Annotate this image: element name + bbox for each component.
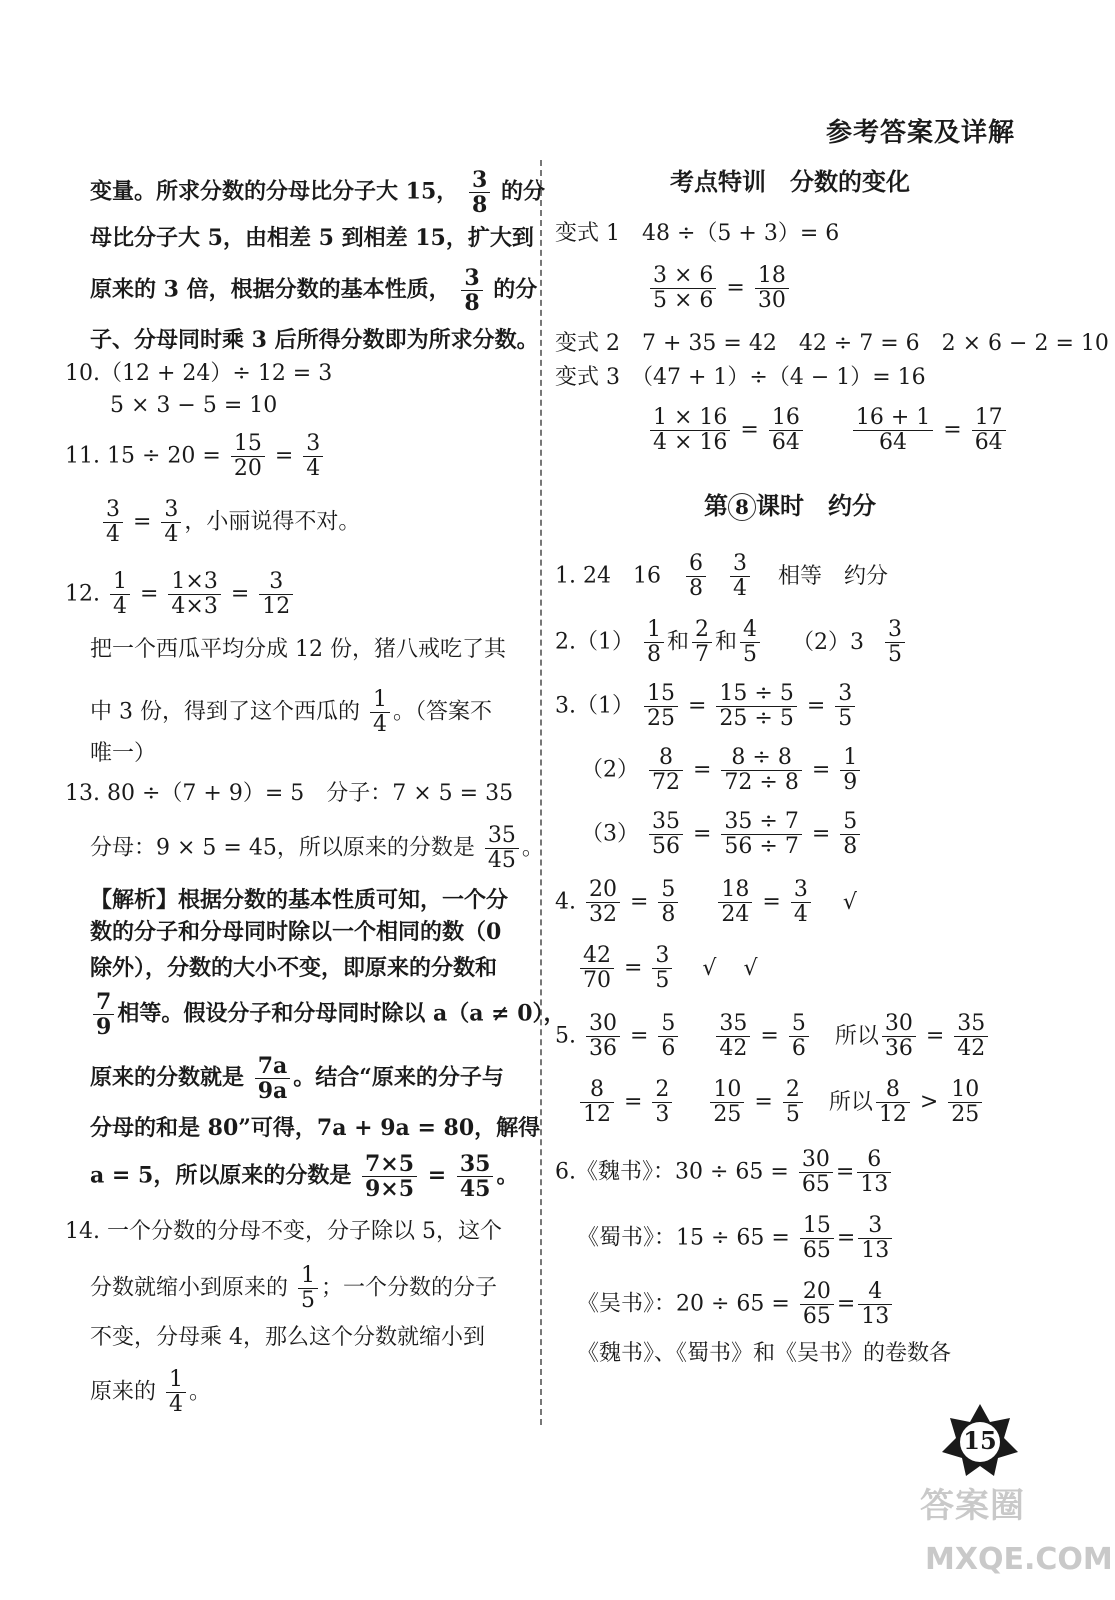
fraction: $\frac{1}{8}$ xyxy=(644,618,664,667)
variant-3-fractions: $\frac{1 \times 16}{4 \times 16}$ = $\frac{16}{64}$ $\frac{16 + 1}{64}$ = $\frac{17}{64}$ xyxy=(647,406,1009,455)
watermark-logo: 答案圈 xyxy=(920,1486,1025,1526)
answer-4b: $\frac{42}{70}$ = $\frac{3}{5}$ √ √ xyxy=(577,944,757,993)
fraction: $\frac{16 + 1}{64}$ xyxy=(853,406,933,455)
text: 的分 xyxy=(493,276,538,303)
answer-10b: 5 × 3 − 5 = 10 xyxy=(110,393,278,418)
fraction: $\frac{1}{4}$ xyxy=(166,1368,186,1417)
fraction: $\frac{15}{65}$ xyxy=(800,1214,834,1263)
fraction: $\frac{10}{25}$ xyxy=(710,1078,744,1127)
text: 的分 xyxy=(500,178,545,205)
analysis-line: 数的分子和分母同时除以一个相同的数（0 xyxy=(90,919,502,945)
variant-2: 变式 2 7 + 35 = 42 42 ÷ 7 = 6 2 × 6 − 2 = 10 xyxy=(555,331,1109,356)
answer-14b: 分数就缩小到原来的 $\frac{1}{5}$ ；一个分数的分子 xyxy=(90,1263,498,1314)
check-mark: √ xyxy=(743,955,758,981)
para-line: 母比分子大 5，由相差 5 到相差 15，扩大到 xyxy=(90,225,534,251)
fraction: $\frac{3}{4}$ xyxy=(730,552,750,601)
answer-6c: 《吴书》：20 ÷ 65 = $\frac{20}{65}$ = $\frac{4}{13}$ xyxy=(577,1280,895,1329)
answer-14a: 14. 一个分数的分母不变，分子除以 5，这个 xyxy=(65,1219,502,1244)
answer-3-2: （2） $\frac{8}{72}$ = $\frac{8 \div 8}{72 \div 8}$ = $\frac{1}{9}$ xyxy=(581,746,863,795)
answer-6b: 《蜀书》：15 ÷ 65 = $\frac{15}{65}$ = $\frac{3}{13}$ xyxy=(577,1214,895,1263)
fraction: $\frac{8}{72}$ xyxy=(649,746,683,795)
page-number: 15 xyxy=(963,1426,997,1455)
analysis-line: 除外），分数的大小不变，即原来的分数和 xyxy=(90,955,498,981)
fraction: $\frac{18}{30}$ xyxy=(755,264,789,313)
answer-5b: $\frac{8}{12}$ = $\frac{2}{3}$ $\frac{10}{25}$ = $\frac{2}{5}$ 所以 $\frac{8}{12}$ > $\frac{10}{25}$ xyxy=(577,1078,985,1127)
answer-14d: 原来的 $\frac{1}{4}$ 。 xyxy=(90,1367,212,1418)
fraction: $\frac{20}{32}$ xyxy=(586,878,620,927)
answer-12: 12. $\frac{1}{4}$ = $\frac{1\times 3}{4\times 3}$ = $\frac{3}{12}$ xyxy=(65,570,296,619)
fraction: $\frac{35 \div 7}{56 \div 7}$ xyxy=(721,810,801,859)
fraction: $\frac{3 \times 6}{5 \times 6}$ xyxy=(650,264,716,313)
fraction: $\frac{1}{4}$ xyxy=(370,688,390,737)
fraction: $\frac{1}{9}$ xyxy=(840,746,860,795)
answer-1: 1. 24 16 $\frac{6}{8}$ $\frac{3}{4}$ 相等 约分 xyxy=(555,551,888,602)
fraction: $\frac{2}{5}$ xyxy=(783,1078,803,1127)
fraction: $\frac{42}{70}$ xyxy=(580,944,614,993)
text: 变量。所求分数的分母比分子大 15， xyxy=(90,178,459,205)
answer-2: 2.（1） $\frac{1}{8}$ 和 $\frac{2}{7}$ 和 $\frac{4}{5}$ （2）3 $\frac{3}{5}$ xyxy=(555,618,908,667)
answer-3-1: 3.（1） $\frac{15}{25}$ = $\frac{15 \div 5}{25 \div 5}$ = $\frac{3}{5}$ xyxy=(555,682,858,731)
fraction: $\frac{7}{9}$ xyxy=(93,990,114,1039)
fraction: $\frac{3}{4}$ xyxy=(161,498,181,547)
fraction: $\frac{15 \div 5}{25 \div 5}$ xyxy=(716,682,796,731)
analysis-line: 原来的分数就是 $\frac{7a}{9a}$ 。结合“原来的分子与 xyxy=(90,1053,504,1105)
para-line: 唯一） xyxy=(90,741,157,766)
fraction: $\frac{3}{8}$ xyxy=(461,266,482,315)
variant-1-fractions: $\frac{3 \times 6}{5 \times 6}$ = $\frac{18}{30}$ xyxy=(647,264,792,313)
text: 原来的 3 倍，根据分数的基本性质， xyxy=(90,276,451,303)
answer-4a: 4. $\frac{20}{32}$ = $\frac{5}{8}$ $\frac{18}{24}$ = $\frac{3}{4}$ √ xyxy=(555,877,857,928)
answer-11: 11. 15 ÷ 20 = $\frac{15}{20}$ = $\frac{3}{4}$ xyxy=(65,432,326,481)
fraction: $\frac{15}{25}$ xyxy=(644,682,678,731)
check-mark: √ xyxy=(702,955,717,981)
fraction: $\frac{10}{25}$ xyxy=(948,1078,982,1127)
fraction: $\frac{4}{13}$ xyxy=(858,1280,892,1329)
answer-6d: 《魏书》、《蜀书》和《吴书》的卷数各 xyxy=(577,1341,952,1366)
para-line: 中 3 份，得到了这个西瓜的 $\frac{1}{4}$ 。（答案不 xyxy=(90,687,492,738)
fraction: $\frac{1}{5}$ xyxy=(298,1264,318,1313)
answer-6a: 6.《魏书》：30 ÷ 65 = $\frac{30}{65}$ = $\frac{6}{13}$ xyxy=(555,1148,894,1197)
lesson-number: 8 xyxy=(728,493,756,521)
check-mark: √ xyxy=(842,889,857,915)
variant-3: 变式 3 （47 + 1）÷（4 − 1）= 16 xyxy=(555,365,926,390)
para-line xyxy=(90,168,545,217)
fraction: $\frac{3}{5}$ xyxy=(652,944,672,993)
fraction: $\frac{15}{20}$ xyxy=(231,432,265,481)
fraction: $\frac{8 \div 8}{72 \div 8}$ xyxy=(721,746,801,795)
fraction: $\frac{3}{4}$ xyxy=(303,432,323,481)
fraction: $\frac{7\times 5}{9\times 5}$ xyxy=(362,1152,417,1201)
fraction: $\frac{3}{5}$ xyxy=(835,682,855,731)
fraction: $\frac{35}{56}$ xyxy=(649,810,683,859)
fraction: $\frac{5}{8}$ xyxy=(840,810,860,859)
fraction: $\frac{35}{42}$ xyxy=(954,1012,988,1061)
analysis-line: $\frac{7}{9}$ 相等。假设分子和分母同时除以 a（a ≠ 0）， xyxy=(90,990,566,1039)
fraction: $\frac{30}{36}$ xyxy=(586,1012,620,1061)
fraction: $\frac{5}{6}$ xyxy=(658,1012,678,1061)
fraction: $\frac{35}{45}$ xyxy=(457,1152,494,1201)
column-divider xyxy=(540,160,542,1425)
answer-14c: 不变，分母乘 4，那么这个分数就缩小到 xyxy=(90,1325,485,1350)
fraction: $\frac{8}{12}$ xyxy=(580,1078,614,1127)
fraction: $\frac{3}{12}$ xyxy=(259,570,293,619)
fraction: $\frac{2}{7}$ xyxy=(692,618,712,667)
fraction: $\frac{5}{8}$ xyxy=(658,878,678,927)
fraction: $\frac{6}{8}$ xyxy=(686,552,706,601)
page-number-badge xyxy=(940,1400,1020,1480)
fraction: $\frac{30}{36}$ xyxy=(882,1012,916,1061)
fraction: $\frac{17}{64}$ xyxy=(972,406,1006,455)
fraction: $\frac{1\times 3}{4\times 3}$ xyxy=(168,570,220,619)
analysis-line: a = 5，所以原来的分数是 $\frac{7\times 5}{9\times 5}$ = $\frac{35}{45}$ 。 xyxy=(90,1151,519,1203)
analysis-line: 【解析】根据分数的基本性质可知，一个分 xyxy=(90,887,509,913)
fraction: $\frac{3}{13}$ xyxy=(858,1214,892,1263)
fraction: $\frac{3}{5}$ xyxy=(885,618,905,667)
fraction: $\frac{35}{42}$ xyxy=(716,1012,750,1061)
fraction: $\frac{30}{65}$ xyxy=(799,1148,833,1197)
fraction: $\frac{8}{12}$ xyxy=(876,1078,910,1127)
answer-5a: 5. $\frac{30}{36}$ = $\frac{5}{6}$ $\frac{35}{42}$ = $\frac{5}{6}$ 所以 $\frac{30}{36}$ = $\frac{35}{42}$ xyxy=(555,1012,991,1061)
fraction: $\frac{3}{4}$ xyxy=(103,498,123,547)
answer-3-3: （3） $\frac{35}{56}$ = $\frac{35 \div 7}{56 \div 7}$ = $\frac{5}{8}$ xyxy=(581,810,863,859)
answer-11b: $\frac{3}{4}$ = $\frac{3}{4}$ ，小丽说得不对。 xyxy=(100,498,360,547)
para-line xyxy=(90,266,537,315)
analysis-line: 分母的和是 80”可得，7a + 9a = 80，解得 xyxy=(90,1115,541,1141)
fraction: $\frac{7a}{9a}$ xyxy=(255,1054,291,1103)
fraction: $\frac{16}{64}$ xyxy=(769,406,803,455)
fraction: $\frac{35}{45}$ xyxy=(485,824,519,873)
para-line: 把一个西瓜平均分成 12 份，猪八戒吃了其 xyxy=(90,637,506,662)
fraction: $\frac{1 \times 16}{4 \times 16}$ xyxy=(650,406,730,455)
fraction: $\frac{3}{4}$ xyxy=(791,878,811,927)
fraction: $\frac{3}{8}$ xyxy=(469,168,490,217)
page-header: 参考答案及详解 xyxy=(825,118,1015,148)
answer-13a: 13. 80 ÷（7 + 9）= 5 分子：7 × 5 = 35 xyxy=(65,781,514,806)
answer-13b: 分母：9 × 5 = 45，所以原来的分数是 $\frac{35}{45}$ 。 xyxy=(90,823,544,874)
fraction: $\frac{5}{6}$ xyxy=(789,1012,809,1061)
fraction: $\frac{18}{24}$ xyxy=(718,878,752,927)
fraction: $\frac{20}{65}$ xyxy=(800,1280,834,1329)
lesson-title: 第 8 课时 约分 xyxy=(704,491,876,520)
watermark-url: MXQE.COM xyxy=(925,1542,1113,1577)
section-title: 考点特训 分数的变化 xyxy=(670,167,910,196)
fraction: $\frac{2}{3}$ xyxy=(652,1078,672,1127)
variant-1: 变式 1 48 ÷（5 + 3）= 6 xyxy=(555,221,840,246)
fraction: $\frac{4}{5}$ xyxy=(740,618,760,667)
fraction: $\frac{6}{13}$ xyxy=(857,1148,891,1197)
fraction: $\frac{1}{4}$ xyxy=(110,570,130,619)
answer-10a: 10.（12 + 24）÷ 12 = 3 xyxy=(65,361,333,386)
para-line: 子、分母同时乘 3 后所得分数即为所求分数。 xyxy=(90,327,539,353)
